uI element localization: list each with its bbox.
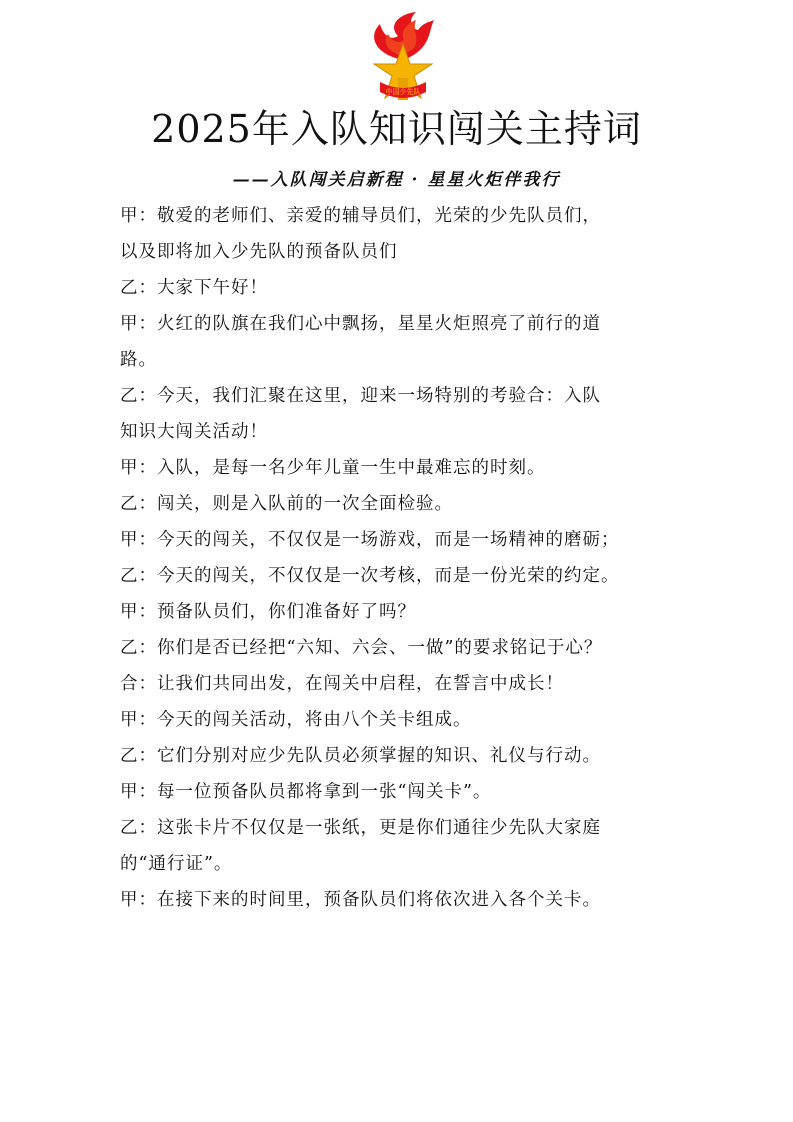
- badge-text: 中国少先队: [385, 88, 421, 96]
- script-line: 甲：每一位预备队员都将拿到一张“闯关卡”。: [120, 782, 492, 802]
- script-line: 甲：在接下来的时间里，预备队员们将依次进入各个关卡。: [120, 890, 601, 910]
- script-line: 甲：今天的闯关，不仅仅是一场游戏，而是一场精神的磨砺；: [120, 530, 620, 550]
- script-line: 知识大闯关活动！: [120, 422, 268, 442]
- script-line: 甲：入队，是每一名少年儿童一生中最难忘的时刻。: [120, 458, 546, 478]
- script-line: 路。: [120, 350, 157, 370]
- script-line: 以及即将加入少先队的预备队员们: [120, 242, 398, 262]
- script-body: [120, 198, 680, 918]
- script-line: 乙：它们分别对应少先队员必须掌握的知识、礼仪与行动。: [120, 746, 601, 766]
- script-line: 乙：今天，我们汇聚在这里，迎来一场特别的考验合：入队: [120, 386, 601, 406]
- page-subtitle: ——入队闯关启新程 · 星星火炬伴我行: [232, 170, 561, 190]
- script-line: 乙：这张卡片不仅仅是一张纸，更是你们通往少先队大家庭: [120, 818, 601, 838]
- script-line: 甲：今天的闯关活动，将由八个关卡组成。: [120, 710, 472, 730]
- script-line: 甲：预备队员们，你们准备好了吗？: [120, 602, 416, 622]
- script-line: 乙：今天的闯关，不仅仅是一次考核，而是一份光荣的约定。: [120, 566, 620, 586]
- script-line: 合：让我们共同出发，在闯关中启程，在誓言中成长！: [120, 674, 564, 694]
- young-pioneers-badge-icon: [358, 8, 448, 108]
- script-line: 乙：闯关，则是入队前的一次全面检验。: [120, 494, 453, 514]
- script-line: 甲：敬爱的老师们、亲爱的辅导员们，光荣的少先队员们，: [120, 206, 601, 226]
- page-title: 2025年入队知识闯关主持词: [151, 107, 642, 151]
- script-line: 乙：你们是否已经把“六知、六会、一做”的要求铭记于心？: [120, 638, 603, 658]
- script-line: 的“通行证”。: [120, 854, 233, 874]
- script-line: 甲：火红的队旗在我们心中飘扬，星星火炬照亮了前行的道: [120, 314, 601, 334]
- script-line: 乙：大家下午好！: [120, 278, 268, 298]
